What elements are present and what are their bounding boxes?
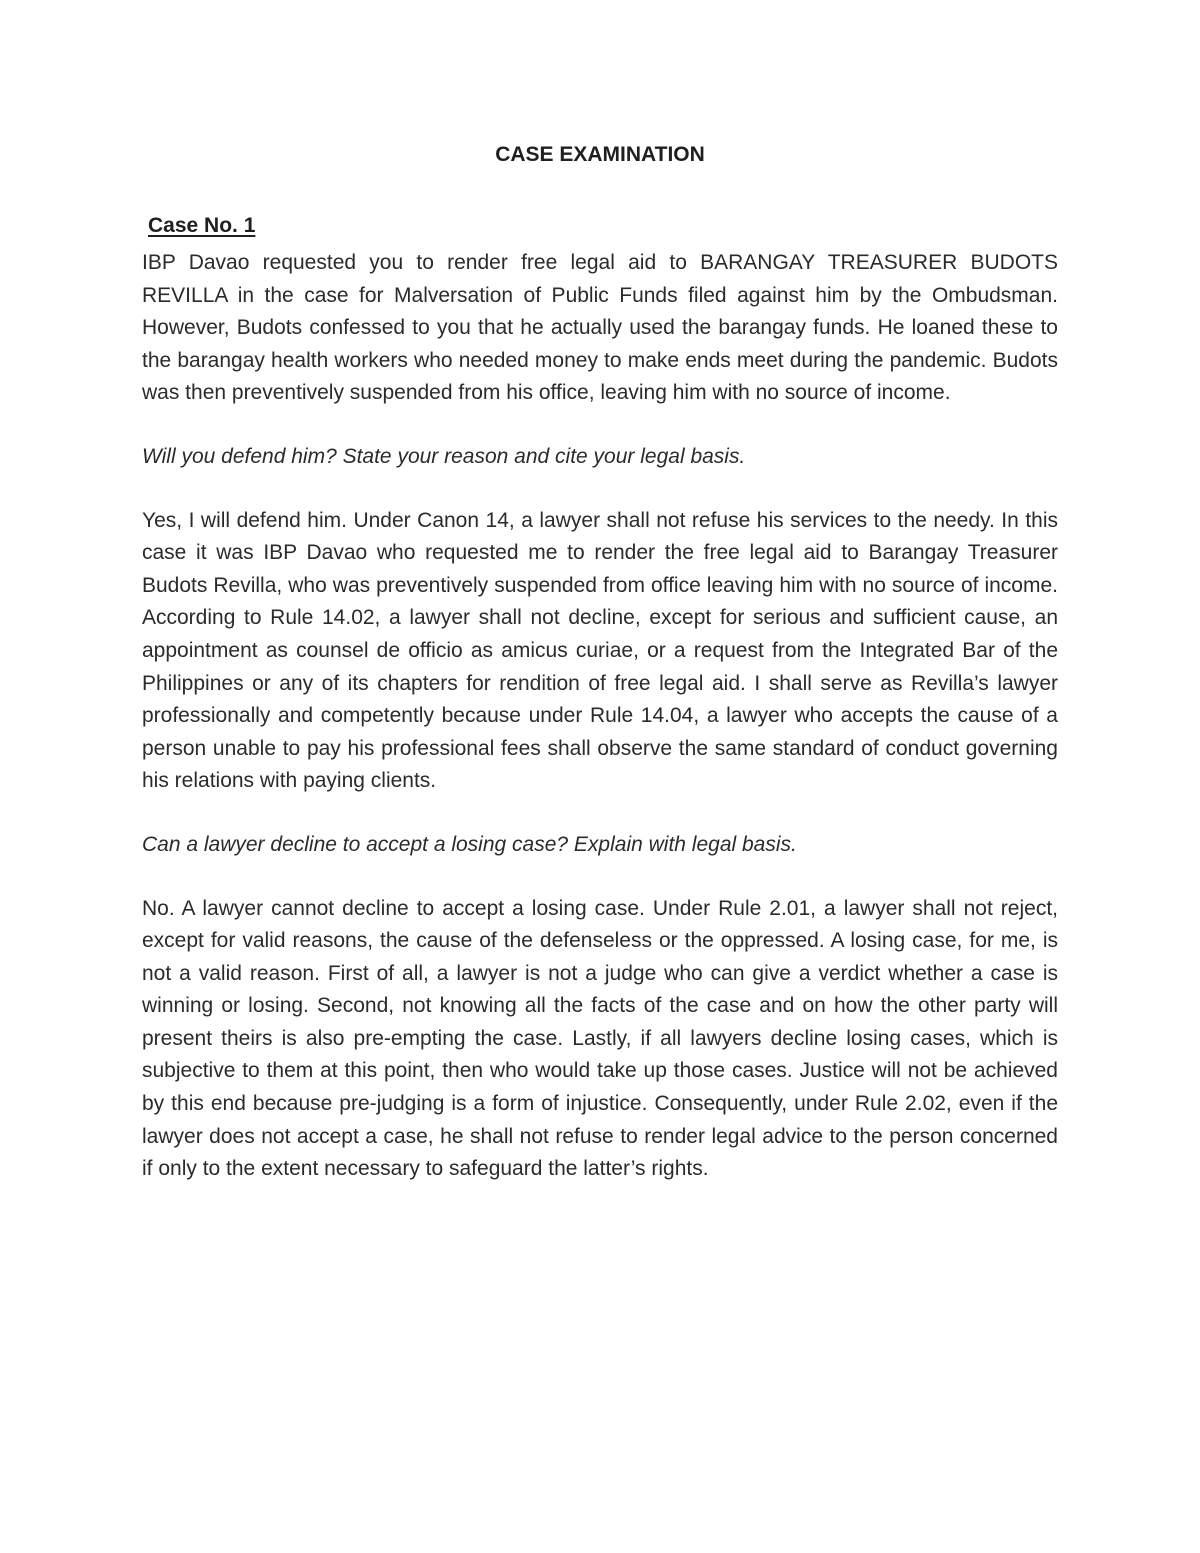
case-heading: Case No. 1 <box>148 214 256 237</box>
case-facts-paragraph: IBP Davao requested you to render free legal aid to BARANGAY TREASURER BUDOTS REVILLA in the case for Malversation of Public Funds filed against him by the Ombudsman. However, Budots confessed to you that he actually used the barangay funds. He loaned these to the barangay health workers who needed money to make ends meet during the pandemic. Budots was then preventively suspended from his office, leaving him with no source of income. <box>142 251 1058 405</box>
question-2: Can a lawyer decline to accept a losing case? Explain with legal basis. <box>142 832 797 856</box>
answer-1-paragraph: Yes, I will defend him. Under Canon 14, a lawyer shall not refuse his services to the needy. In this case it was IBP Davao who requested me to render the free legal aid to Barangay Treasurer Budots Revilla, who was preventively suspended from office leaving him with no source of income. According to Rule 14.02, a lawyer shall not decline, except for serious and sufficient cause, an appointment as counsel de officio as amicus curiae, or a request from the Integrated Bar of the Philippines or any of its chapters for rendition of free legal aid. I shall serve as Revilla’s lawyer professionally and competently because under Rule 14.04, a lawyer who accepts the cause of a person unable to pay his professional fees shall observe the same standard of conduct governing his relations with paying clients. <box>142 508 1058 793</box>
document-page <box>142 140 1058 1186</box>
question-1: Will you defend him? State your reason and cite your legal basis. <box>142 444 746 468</box>
answer-2-paragraph: No. A lawyer cannot decline to accept a losing case. Under Rule 2.01, a lawyer shall not reject, except for valid reasons, the cause of the defenseless or the oppressed. A losing case, for me, is not a valid reason. First of all, a lawyer is not a judge who can give a verdict whether a case is winning or losing. Second, not knowing all the facts of the case and on how the other party will present theirs is also pre-empting the case. Lastly, if all lawyers decline losing cases, which is subjective to them at this point, then who would take up those cases. Justice will not be achieved by this end because pre-judging is a form of injustice. Consequently, under Rule 2.02, even if the lawyer does not accept a case, he shall not refuse to render legal advice to the person concerned if only to the extent necessary to safeguard the latter’s rights. <box>142 896 1058 1181</box>
document-title: CASE EXAMINATION <box>495 143 705 166</box>
